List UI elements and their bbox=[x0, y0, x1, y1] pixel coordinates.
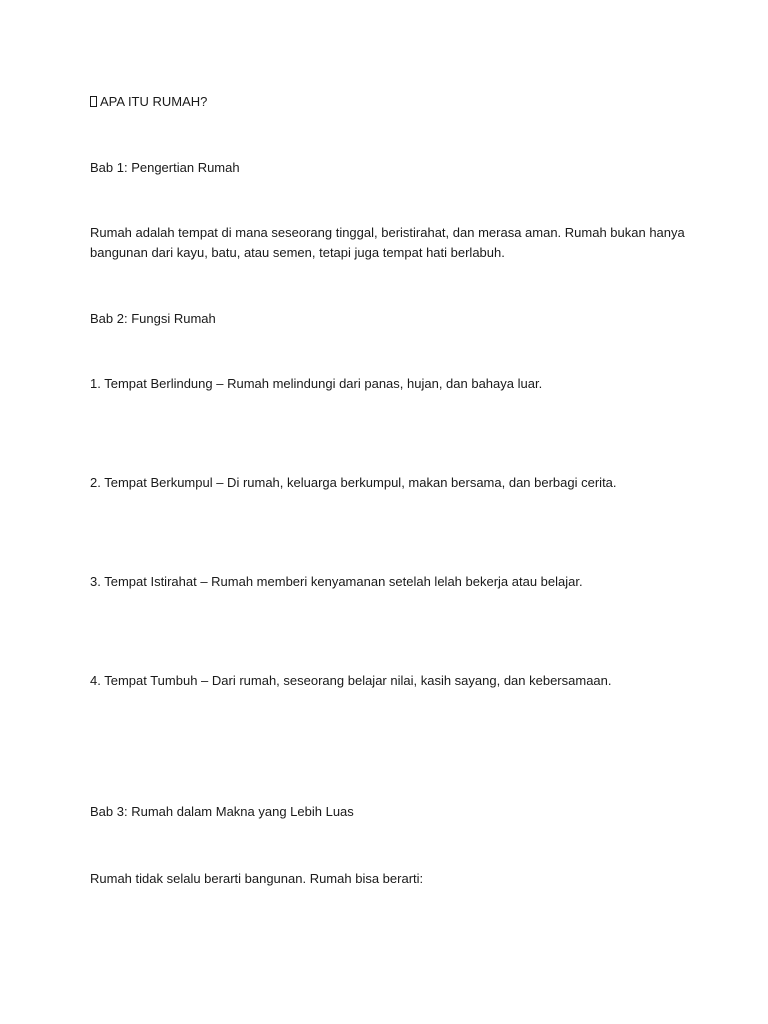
section-heading-bab-3: Bab 3: Rumah dalam Makna yang Lebih Luas bbox=[90, 804, 354, 819]
list-item-fungsi-2: 2. Tempat Berkumpul – Di rumah, keluarga berkumpul, makan bersama, dan berbagi cerita. bbox=[90, 475, 617, 490]
list-item-fungsi-4: 4. Tempat Tumbuh – Dari rumah, seseorang belajar nilai, kasih sayang, dan kebersamaan. bbox=[90, 673, 612, 688]
list-item-fungsi-3: 3. Tempat Istirahat – Rumah memberi kenyamanan setelah lelah bekerja atau belajar. bbox=[90, 574, 583, 589]
list-item-fungsi-1: 1. Tempat Berlindung – Rumah melindungi dari panas, hujan, dan bahaya luar. bbox=[90, 376, 543, 391]
document-title-text: APA ITU RUMAH? bbox=[100, 94, 208, 109]
document-title bbox=[90, 92, 690, 112]
missing-glyph-icon bbox=[90, 96, 97, 107]
section-paragraph-bab-1: Rumah adalah tempat di mana seseorang tinggal, beristirahat, dan merasa aman. Rumah bukan hanya bangunan dari kayu, batu, atau semen, tetapi juga tempat hati berlabuh. bbox=[90, 225, 685, 260]
section-heading-bab-2: Bab 2: Fungsi Rumah bbox=[90, 311, 216, 326]
section-paragraph-bab-3: Rumah tidak selalu berarti bangunan. Rumah bisa berarti: bbox=[90, 871, 424, 886]
section-heading-bab-1: Bab 1: Pengertian Rumah bbox=[90, 160, 240, 175]
